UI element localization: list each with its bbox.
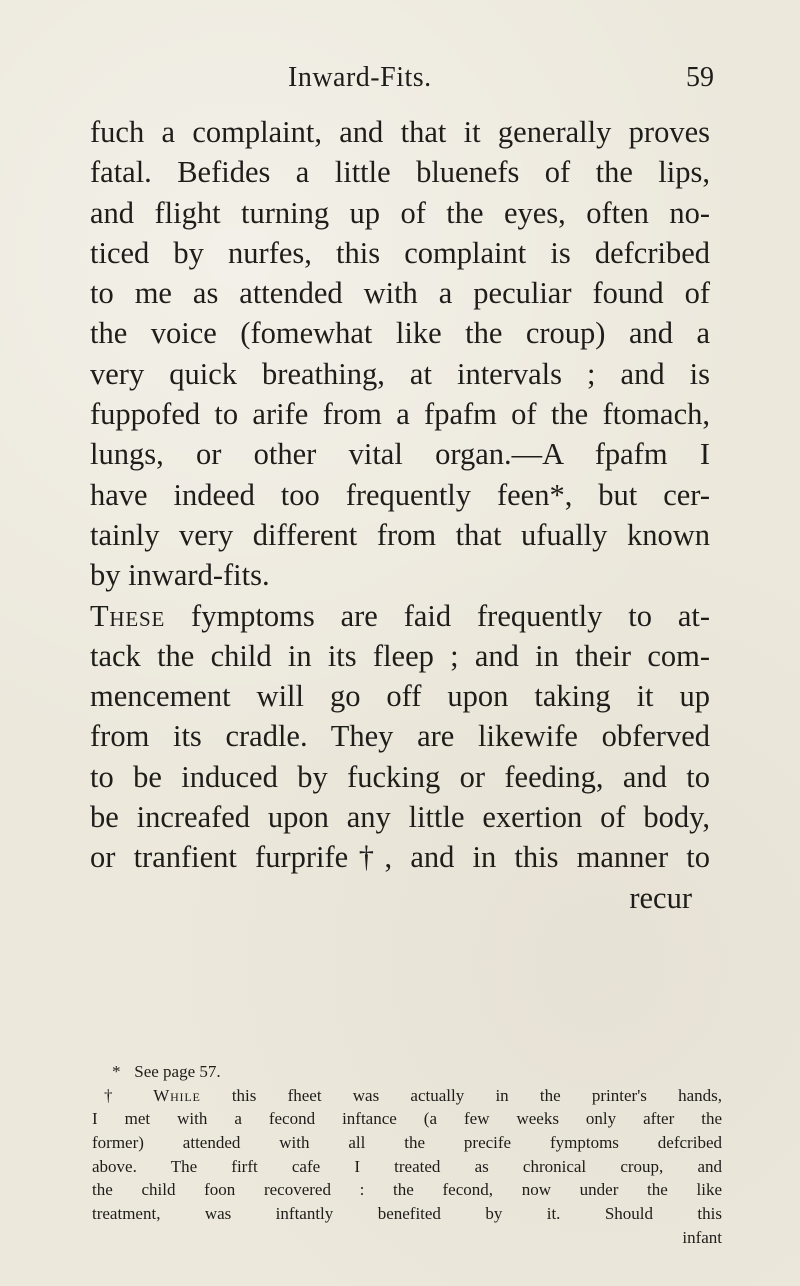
footnote-mark: * (112, 1062, 121, 1081)
text-line: fuppofed to arife from a fpafm of the ftomach, (90, 397, 710, 432)
footnote-text: this fheet was actually in the printer's hands, (231, 1085, 722, 1105)
text-line: or tranfient furprife†, and in this manner to (90, 840, 710, 875)
text-line: be increafed upon any little exertion of body, (90, 800, 710, 835)
text-line: mencement will go off upon taking it up (90, 679, 710, 714)
text-line: tack the child in its fleep ; and in their com- (90, 638, 710, 673)
catchword: recur (629, 880, 692, 915)
page-number: 59 (686, 62, 714, 93)
footnote-text: See page 57. (134, 1062, 221, 1081)
text-line: to me as attended with a peculiar found of (90, 276, 710, 311)
text-line: lungs, or other vital organ.—A fpafm I (90, 437, 710, 472)
text-line: very quick breathing, at intervals ; and is (90, 356, 710, 391)
footnote-line: treatment, was inftantly benefited by it. Should this (92, 1204, 722, 1224)
paragraph-lead-word: These (90, 598, 166, 633)
footnote-line: above. The firft cafe I treated as chronical croup, and (92, 1156, 722, 1176)
text-line: from its cradle. They are likewife obferved (90, 719, 710, 754)
main-text (90, 112, 710, 918)
footnote-catchword: infant (682, 1227, 722, 1247)
footnote-mark: † (104, 1085, 113, 1105)
text-line-paragraph-start (90, 596, 710, 636)
text-line: have indeed too frequently feen*, but cer- (90, 477, 710, 512)
text-line: to be induced by fucking or feeding, and to (90, 759, 710, 794)
text-line: fuch a complaint, and that it generally proves (90, 115, 710, 149)
text-line: the voice (fomewhat like the croup) and a (90, 316, 710, 351)
footnote-line: former) attended with all the precife fymptoms defcribed (92, 1133, 722, 1153)
text-line-remainder: fymptoms are faid frequently to at- (191, 598, 711, 633)
text-line: and flight turning up of the eyes, often no- (90, 195, 710, 230)
running-head: Inward-Fits. (288, 62, 432, 93)
footnote-2-start (92, 1084, 722, 1108)
text-line: fatal. Befides a little bluenefs of the lips, (90, 155, 710, 190)
footnotes (92, 1060, 722, 1250)
text-line: ticed by nurfes, this complaint is defcribed (90, 235, 710, 270)
footnote-1 (92, 1060, 722, 1084)
text-line: by inward-fits. (90, 558, 270, 593)
footnote-line: I met with a fecond inftance (a few weeks only after the (92, 1109, 722, 1129)
page-header (104, 62, 714, 98)
footnote-line: the child foon recovered : the fecond, now under the like (92, 1180, 722, 1200)
footnote-lead-word: While (153, 1085, 201, 1105)
text-line: tainly very different from that ufually known (90, 517, 710, 552)
